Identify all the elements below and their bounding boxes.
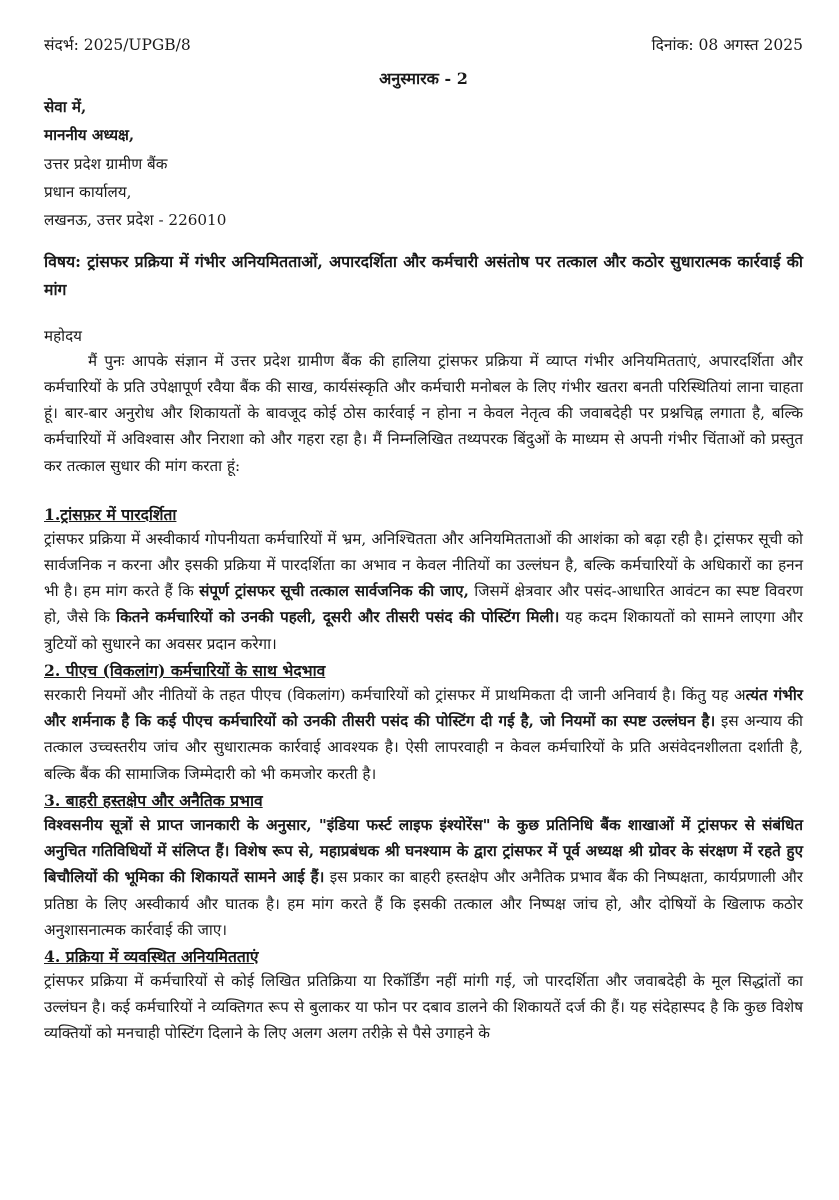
section-heading: 1.ट्रांसफ़र में पारदर्शिता <box>44 504 177 524</box>
section-external-interference <box>44 789 803 943</box>
recipient-address <box>44 93 803 234</box>
body-bold-text: त्यंत गंभीर और शर्मनाक है कि कई पीएच कर्मचारियों को उनकी तीसरी पसंद की पोस्टिंग दी गई है, जो नियमों का स्पष्ट उल्लंघन है। <box>44 686 803 731</box>
body-bold-text: संपूर्ण ट्रांसफर सूची तत्काल सार्वजनिक की जाए, <box>199 582 469 601</box>
section-heading: 2. पीएच (विकलांग) कर्मचारियों के साथ भेदभाव <box>44 660 326 680</box>
body-bold-text: कितने कर्मचारियों को उनकी पहली, दूसरी और तीसरी पसंद की पोस्टिंग मिली। <box>116 608 560 627</box>
address-designation: माननीय अध्यक्ष, <box>44 126 135 145</box>
section-transparency <box>44 503 803 657</box>
section-process-irregularities <box>44 945 803 1047</box>
body-text: यह कदम शिकायतों को सामने लाएगा और त्रुटियों को सुधारने का अवसर प्रदान करेगा। <box>44 608 803 653</box>
section-heading: 3. बाहरी हस्तक्षेप और अनैतिक प्रभाव <box>44 790 263 810</box>
intro-paragraph: मैं पुनः आपके संज्ञान में उत्तर प्रदेश ग्रामीण बैंक की हालिया ट्रांसफर प्रक्रिया में व्याप्त गंभीर अनियमितताएं, अपारदर्शिता और कर्मचारियों के प्रति उपेक्षापूर्ण रवैया बैंक की साख, कार्यसंस्कृति और कर्मचारी मनोबल के लिए गंभीर खतरा बनती परिस्थितियां लाना चाहता हूं। बार-बार अनुरोध और शिकायतों के बावजूद कोई ठोस कार्रवाई न होना न केवल नेतृत्व की जवाबदेही पर प्रश्नचिह्न लगाता है, बल्कि कर्मचारियों में अविश्वास और निराशा को और गहरा रहा है। मैं निम्नलिखित तथ्यपरक बिंदुओं के माध्यम से अपनी गंभीर चिंताओं को प्रस्तुत कर तत्काल सुधार की मांग करता हूं: <box>44 351 803 475</box>
section-body <box>44 526 803 657</box>
reference-number: संदर्भ: 2025/UPGB/8 <box>44 36 191 54</box>
salutation: महोदय <box>44 327 82 346</box>
document-title: अनुस्मारक - 2 <box>379 69 468 89</box>
body-text: ट्रांसफर प्रक्रिया में कर्मचारियों से कोई लिखित प्रतिक्रिया या रिकॉर्डिंग नहीं मांगी गई, जो पारदर्शिता और जवाबदेही के मूल सिद्धांतों का उल्लंघन है। कई कर्मचारियों ने व्यक्तिगत रूप से बुलाकर या फोन पर दबाव डालने की शिकायतें दर्ज की हैं। यह संदेहास्पद है कि कुछ विशेष व्यक्तियों को मनचाही पोस्टिंग दिलाने के लिए अलग अलग तरीक़े से पैसे उगाहने के <box>44 972 803 1043</box>
address-office: प्रधान कार्यालय, <box>44 182 132 201</box>
body-text: सरकारी नियमों और नीतियों के तहत पीएच (विकलांग) कर्मचारियों को ट्रांसफर में प्राथमिकता दी जानी अनिवार्य है। किंतु यह अ <box>44 686 746 705</box>
subject-line: विषय: ट्रांसफर प्रक्रिया में गंभीर अनियमितताओं, अपारदर्शिता और कर्मचारी असंतोष पर तत्काल और कठोर सुधारात्मक कार्रवाई की मांग <box>44 251 803 299</box>
body-bold-text: विश्वसनीय सूत्रों से प्राप्त जानकारी के अनुसार, "इंडिया फर्स्ट लाइफ इंश्योरेंस" के कुछ प्रतिनिधि बैंक शाखाओं में ट्रांसफर से संबंधित अनुचित गतिविधियों में संलिप्त हैं। विशेष रूप से, महाप्रबंधक श्री घनश्याम के द्वारा ट्रांसफर में पूर्व अध्यक्ष श्री ग्रोवर के संरक्षण में रहते हुए बिचौलियों की भूमिका की शिकायतें सामने आई हैं। <box>44 816 803 887</box>
section-heading: 4. प्रक्रिया में व्यवस्थित अनियमितताएं <box>44 946 259 966</box>
section-body <box>44 812 803 943</box>
body-text: जिसमें क्षेत्रवार और पसंद-आधारित आवंटन का स्पष्ट विवरण हो, जैसे कि <box>44 582 803 627</box>
body-text: इस अन्याय की तत्काल उच्चस्तरीय जांच और सुधारात्मक कार्रवाई आवश्यक है। ऐसी लापरवाही न केवल कर्मचारियों के प्रति असंवेदनशीलता दर्शाती है, बल्कि बैंक की सामाजिक जिम्मेदारी को भी कमजोर करती है। <box>44 712 803 783</box>
section-body <box>44 682 803 787</box>
letter-date: दिनांक: 08 अगस्त 2025 <box>651 36 803 54</box>
body-text: ट्रांसफर प्रक्रिया में अस्वीकार्य गोपनीयता कर्मचारियों में भ्रम, अनिश्चितता और अनियमितताओं की आशंका को बढ़ा रही है। ट्रांसफर सूची को सार्वजनिक न करना और इसकी प्रक्रिया में पारदर्शिता का अभाव न केवल नीतियों का उल्लंघन है, बल्कि कर्मचारियों के अधिकारों का हनन भी है। हम मांग करते हैं कि <box>44 530 803 601</box>
section-ph-discrimination <box>44 659 803 787</box>
address-city: लखनऊ, उत्तर प्रदेश - 226010 <box>44 210 227 229</box>
address-organization: उत्तर प्रदेश ग्रामीण बैंक <box>44 154 168 173</box>
section-body <box>44 968 803 1046</box>
body-text: इस प्रकार का बाहरी हस्तक्षेप और अनैतिक प्रभाव बैंक की निष्पक्षता, कार्यप्रणाली और प्रतिष्ठा के लिए अस्वीकार्य और घातक है। हम मांग करते हैं कि इसकी तत्काल और निष्पक्ष जांच हो, और दोषियों के खिलाफ कठोर अनुशासनात्मक कार्रवाई की जाए। <box>44 868 803 939</box>
address-to: सेवा में, <box>44 98 87 117</box>
letter-header <box>44 34 803 57</box>
